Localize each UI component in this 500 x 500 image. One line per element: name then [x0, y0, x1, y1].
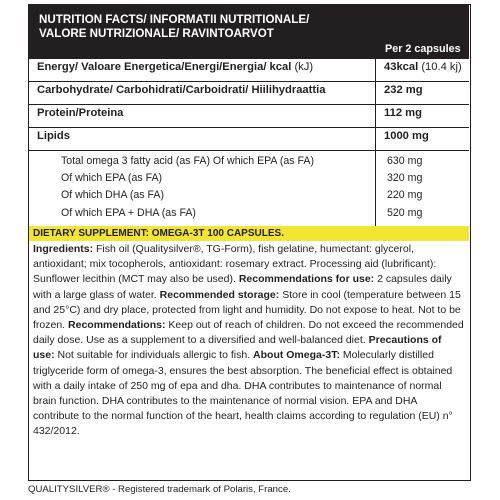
nutrient-value: 1000 mg — [384, 130, 429, 142]
nutrient-value: 112 mg — [384, 107, 422, 119]
omega-value: 520 mg — [387, 207, 423, 219]
nutrition-label — [28, 4, 471, 481]
use-text: 2 capsules daily with a large glass of water. — [33, 273, 452, 301]
nutrient-value: 232 mg — [384, 84, 423, 96]
title-line-1: NUTRITION FACTS/ INFORMATII NUTRITIONALE/ — [39, 13, 310, 26]
use-heading: Recommendations for use: — [238, 273, 375, 286]
title-line-2: VALORE NUTRIZIONALE/ RAVINTOARVOT — [39, 27, 274, 40]
trademark-footer: QUALITYSILVER® - Registered trademark of Polaris, France. — [28, 484, 291, 495]
nutrient-row-lipids — [29, 127, 469, 147]
product-description — [33, 242, 465, 440]
ingredients-heading: Ingredients: — [33, 243, 94, 255]
nutrient-row-energy — [29, 58, 469, 78]
about-text: Molecularly distilled triglyceride form of omega-3, ensures the best absorption. The beneficial effect is obtained with a daily intake of 250 mg of epa and dha. DHA contributes to maintenance of normal brain function. DHA contributes to the maintenance of normal vision. EPA and DHA contribute to the normal function of the heart, health claims according to regulation (EU) n° 432/2012. — [33, 349, 453, 438]
about-heading: About Omega-3T: — [253, 349, 340, 362]
nutrient-label: Carbohydrate/ Carbohidrati/Carboidrati/ Hiilihydraattia — [37, 84, 326, 96]
nutrient-label: Protein/Proteina — [37, 107, 124, 119]
supplement-banner-text: DIETARY SUPPLEMENT: OMEGA-3T 100 CAPSULES. — [33, 228, 284, 239]
precautions-text: Not suitable for individuals allergic to fish. — [54, 349, 254, 362]
recommendations-text: Keep out of reach of children. Do not exceed the recommended daily dose. Use as a supplement to a diversified and well-balanced diet. — [33, 319, 464, 347]
nutrient-row-protein — [29, 104, 469, 124]
omega-label: Of which EPA + DHA (as FA) — [61, 207, 196, 219]
label-header — [29, 5, 469, 58]
nutrient-label: Lipids — [37, 130, 70, 142]
storage-heading: Recommended storage: — [159, 288, 280, 301]
column-divider — [375, 58, 376, 226]
omega-label: Of which DHA (as FA) — [61, 189, 165, 201]
omega-label: Of which EPA (as FA) — [61, 172, 163, 184]
label-title — [39, 13, 359, 41]
omega-value: 220 mg — [387, 189, 423, 201]
nutrient-value: 43kcal — [384, 61, 419, 73]
column-header: Per 2 capsules — [385, 43, 461, 55]
nutrient-label: Energy/ Valoare Energetica/Energi/Energia/ kcal — [37, 61, 292, 73]
omega-value: 320 mg — [387, 172, 423, 184]
nutrient-label-unit: (kJ) — [294, 61, 314, 73]
precautions-heading: Precautions of use: — [33, 334, 442, 362]
nutrient-value-unit: (10.4 kj) — [421, 61, 462, 73]
nutrient-row-carbohydrate — [29, 81, 469, 101]
storage-text: Store in cool (temperature between 15 and 25°C) and dry place, protected from light and humidity. Do not expose to heat. Not to be frozen. — [33, 288, 461, 332]
supplement-banner — [29, 226, 469, 241]
omega-label: Total omega 3 fatty acid (as FA) Of which EPA (as FA) — [61, 155, 314, 167]
ingredients-text: Fish oil (Qualitysilver®, TG-Form), fish gelatine, humectant: glycerol, antioxidant; mix tocopherols, antioxidant: rosemary extract. Processing aid (lubrificant): Sunflower lecithin (MCT may also be used). — [33, 243, 437, 286]
omega-value: 630 mg — [387, 155, 423, 167]
recommendations-heading: Recommendations: — [68, 319, 166, 332]
